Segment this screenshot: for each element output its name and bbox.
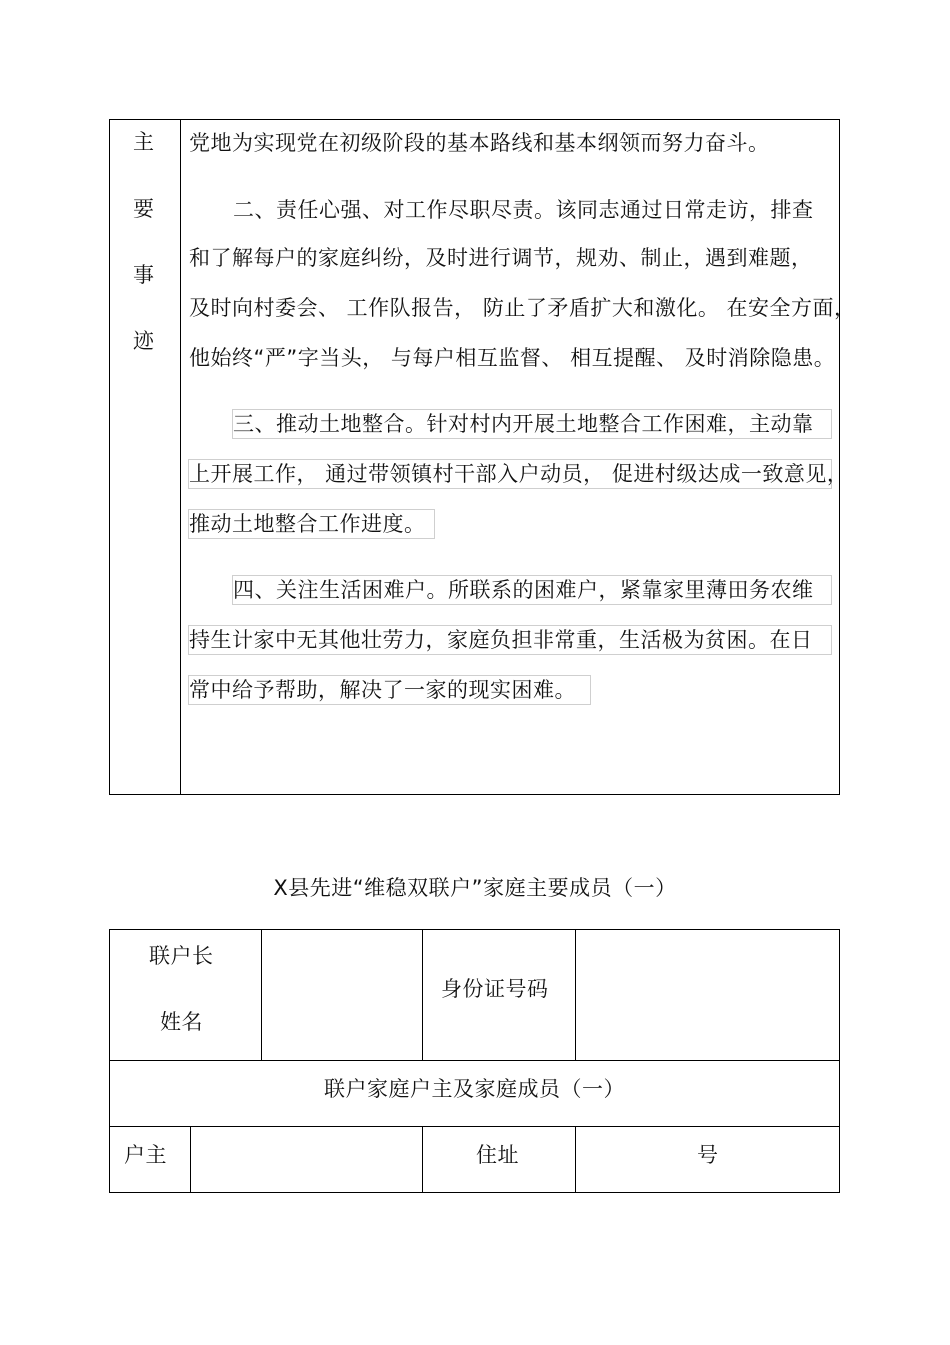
side-label-char: 事: [133, 263, 154, 287]
owner-label: 户主: [124, 1143, 167, 1167]
head-of-household-label: 联户长: [149, 944, 214, 968]
address-label: 住址: [476, 1143, 519, 1167]
table2-row-divider: [109, 1126, 840, 1127]
side-label-char: 要: [133, 197, 154, 221]
paragraph-line: 上开展工作， 通过带领镇村干部入户动员， 促进村级达成一致意见，: [189, 462, 849, 486]
table2-col-divider: [422, 1126, 423, 1193]
table2-col-divider: [261, 929, 262, 1061]
table2-border-right: [839, 929, 840, 1193]
side-label-char: 主: [133, 130, 154, 154]
side-label-char: 迹: [133, 329, 154, 353]
table2-col-divider: [190, 1126, 191, 1193]
table1-border-left: [109, 119, 110, 795]
table2-col-divider: [575, 929, 576, 1061]
table1-border-right: [839, 119, 840, 795]
paragraph-line: 三、推动土地整合。针对村内开展土地整合工作困难，主动靠: [233, 412, 814, 436]
paragraph-line: 和了解每户的家庭纠纷，及时进行调节，规劝、制止，遇到难题，: [189, 246, 813, 270]
paragraph-line: 党地为实现党在初级阶段的基本路线和基本纲领而努力奋斗。: [189, 131, 770, 155]
paragraph-line: 推动土地整合工作进度。: [189, 512, 426, 536]
paragraph-line: 持生计家中无其他壮劳力，家庭负担非常重，生活极为贫困。在日: [189, 628, 813, 652]
paragraph-line: 四、关注生活困难户。所联系的困难户，紧靠家里薄田务农维: [233, 578, 814, 602]
table2-border-left: [109, 929, 110, 1193]
name-label: 姓名: [160, 1010, 203, 1034]
table2-col-divider: [422, 929, 423, 1061]
table2-border-bottom: [109, 1192, 840, 1193]
table1-border-bottom: [109, 794, 840, 795]
section-title: X县先进“维稳双联户”家庭主要成员（一）: [273, 876, 677, 900]
table2-col-divider: [575, 1126, 576, 1193]
table1-border-top: [109, 119, 840, 120]
number-label: 号: [697, 1143, 719, 1167]
paragraph-line: 他始终“严”字当头， 与每户相互监督、 相互提醒、 及时消除隐患。: [189, 346, 836, 370]
paragraph-line: 常中给予帮助，解决了一家的现实困难。: [189, 678, 576, 702]
table1-divider: [180, 119, 181, 795]
paragraph-line: 二、责任心强、对工作尽职尽责。该同志通过日常走访，排查: [233, 198, 814, 222]
id-number-label: 身份证号码: [441, 977, 549, 1001]
table2-row-divider: [109, 1060, 840, 1061]
paragraph-line: 及时向村委会、 工作队报告， 防止了矛盾扩大和激化。 在安全方面，: [189, 296, 856, 320]
table2-border-top: [109, 929, 840, 930]
members-title: 联户家庭户主及家庭成员（一）: [324, 1077, 625, 1101]
